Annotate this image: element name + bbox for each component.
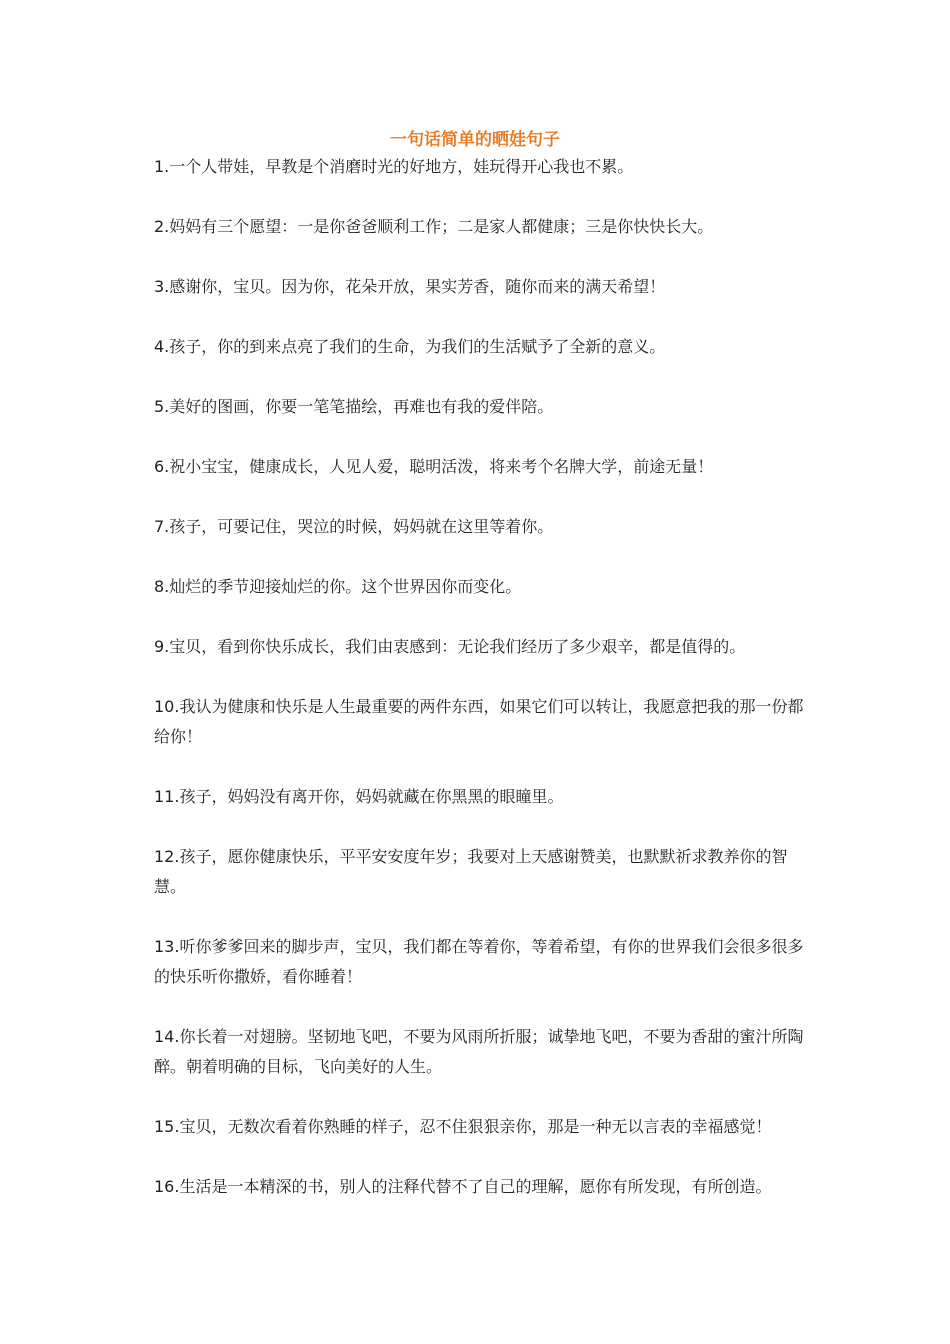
list-item: 13.听你爹爹回来的脚步声，宝贝，我们都在等着你，等着希望，有你的世界我们会很多很多的快乐听你撒娇，看你睡着！ — [154, 937, 804, 986]
list-item: 4.孩子，你的到来点亮了我们的生命，为我们的生活赋予了全新的意义。 — [154, 337, 666, 356]
list-item: 7.孩子，可要记住，哭泣的时候，妈妈就在这里等着你。 — [154, 517, 554, 536]
sentence-list — [154, 152, 804, 1232]
list-item: 2.妈妈有三个愿望：一是你爸爸顺利工作；二是家人都健康；三是你快快长大。 — [154, 217, 714, 236]
list-item: 15.宝贝，无数次看着你熟睡的样子，忍不住狠狠亲你，那是一种无以言表的幸福感觉！ — [154, 1117, 772, 1136]
list-item: 9.宝贝，看到你快乐成长，我们由衷感到：无论我们经历了多少艰辛，都是值得的。 — [154, 637, 746, 656]
list-item: 14.你长着一对翅膀。坚韧地飞吧，不要为风雨所折服；诚挚地飞吧，不要为香甜的蜜汁所陶醉。朝着明确的目标，飞向美好的人生。 — [154, 1027, 804, 1076]
list-item: 10.我认为健康和快乐是人生最重要的两件东西，如果它们可以转让，我愿意把我的那一份都给你！ — [154, 697, 804, 746]
list-item: 5.美好的图画，你要一笔笔描绘，再难也有我的爱伴陪。 — [154, 397, 554, 416]
document-title: 一句话简单的晒娃句子 — [390, 130, 560, 150]
list-item: 16.生活是一本精深的书，别人的注释代替不了自己的理解，愿你有所发现，有所创造。 — [154, 1177, 772, 1196]
list-item: 6.祝小宝宝，健康成长，人见人爱，聪明活泼，将来考个名牌大学，前途无量！ — [154, 457, 714, 476]
list-item: 1.一个人带娃，早教是个消磨时光的好地方，娃玩得开心我也不累。 — [154, 157, 634, 176]
list-item: 11.孩子，妈妈没有离开你，妈妈就藏在你黑黑的眼瞳里。 — [154, 787, 564, 806]
list-item: 12.孩子，愿你健康快乐，平平安安度年岁；我要对上天感谢赞美，也默默祈求教养你的智慧。 — [154, 847, 788, 896]
list-item: 3.感谢你，宝贝。因为你，花朵开放，果实芳香，随你而来的满天希望！ — [154, 277, 666, 296]
list-item: 8.灿烂的季节迎接灿烂的你。这个世界因你而变化。 — [154, 577, 522, 596]
